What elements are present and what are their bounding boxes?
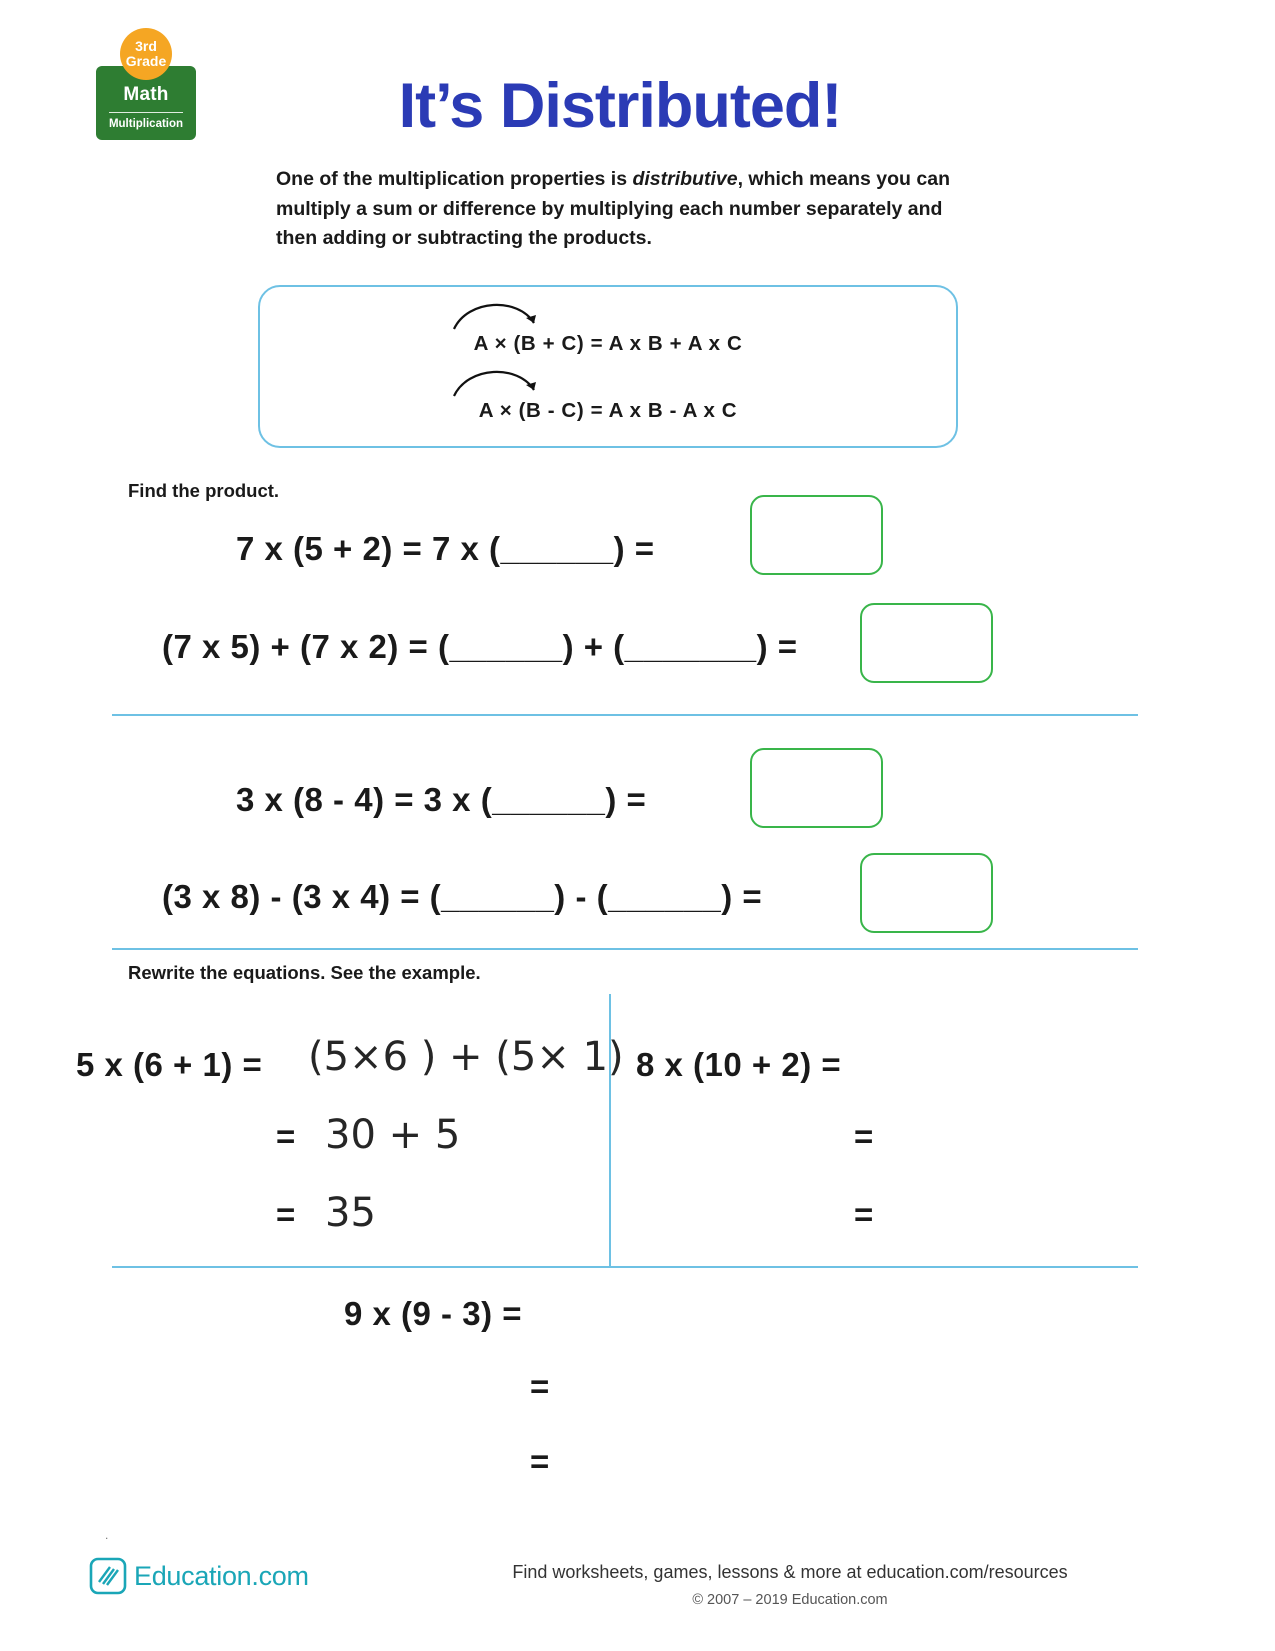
footer-copyright: © 2007 – 2019 Education.com (692, 1592, 888, 1608)
divider-1 (112, 714, 1138, 716)
example-handwriting-line-1: (5×6 ) + (5× 1) (308, 1034, 624, 1080)
rule-line-sum: A × (B + C) = A x B + A x C (473, 332, 743, 355)
section-label-rewrite-the-equations: Rewrite the equations. See the example. (128, 962, 481, 983)
badge-grade-line2: Grade (125, 53, 167, 69)
problem-4-answer-box[interactable] (860, 853, 993, 933)
example-equals-line-2: = (276, 1118, 296, 1155)
rewrite-problem-bottom-equals-2: = (530, 1368, 550, 1405)
rewrite-problem-bottom-expression: 9 x (9 - 3) = (344, 1295, 522, 1332)
problem-1-expression: 7 x (5 + 2) = 7 x (______) = (236, 530, 655, 567)
badge-grade-line1: 3rd (135, 38, 157, 55)
problem-3-expression: 3 x (8 - 4) = 3 x (______) = (236, 781, 647, 818)
example-handwriting-line-3: 35 (325, 1190, 376, 1236)
education-logo-icon (88, 1556, 128, 1596)
page-title: It’s Distributed! (398, 71, 842, 141)
section-label-find-the-product: Find the product. (128, 480, 280, 501)
rewrite-problem-right-equals-3: = (854, 1196, 874, 1233)
badge-divider (109, 112, 183, 113)
education-logo-text: Education.com (134, 1560, 309, 1591)
problem-4-expression: (3 x 8) - (3 x 4) = (______) - (______) = (162, 878, 763, 915)
rewrite-problem-right-equals-2: = (854, 1118, 874, 1155)
badge-subject: Math (123, 84, 169, 105)
example-handwriting-line-2: 30 + 5 (325, 1112, 461, 1158)
problem-3-answer-box[interactable] (750, 748, 883, 828)
arc-arrow-icon (448, 297, 568, 337)
rule-line-difference: A × (B - C) = A x B - A x C (478, 399, 738, 422)
rewrite-problem-right-expression: 8 x (10 + 2) = (636, 1046, 842, 1083)
rewrite-problem-bottom-equals-3: = (530, 1443, 550, 1480)
worksheet-badge (96, 28, 196, 140)
divider-2 (112, 948, 1138, 950)
intro-italic-word: distributive (632, 168, 738, 190)
intro-part2: , which means you can multiply a sum or difference by multiplying each number separately and then adding or subtracting the products. (276, 168, 950, 250)
problem-2-expression: (7 x 5) + (7 x 2) = (______) + (_______) = (162, 628, 798, 665)
problem-2-answer-box[interactable] (860, 603, 993, 683)
intro-part1: One of the multiplication properties is (276, 168, 633, 190)
badge-grade (120, 28, 172, 80)
education-logo[interactable] (88, 1556, 309, 1596)
distributive-rule-box (258, 285, 958, 448)
intro-paragraph (276, 165, 966, 254)
badge-topic: Multiplication (108, 118, 184, 130)
problem-1-answer-box[interactable] (750, 495, 883, 575)
footer-promo: Find worksheets, games, lessons & more at education.com/resources (512, 1562, 1068, 1582)
example-equals-line-3: = (276, 1196, 296, 1233)
page-mark: . (105, 1528, 109, 1542)
example-expression: 5 x (6 + 1) = (76, 1046, 263, 1083)
arc-arrow-icon-2 (448, 364, 568, 404)
divider-3 (112, 1266, 1138, 1268)
